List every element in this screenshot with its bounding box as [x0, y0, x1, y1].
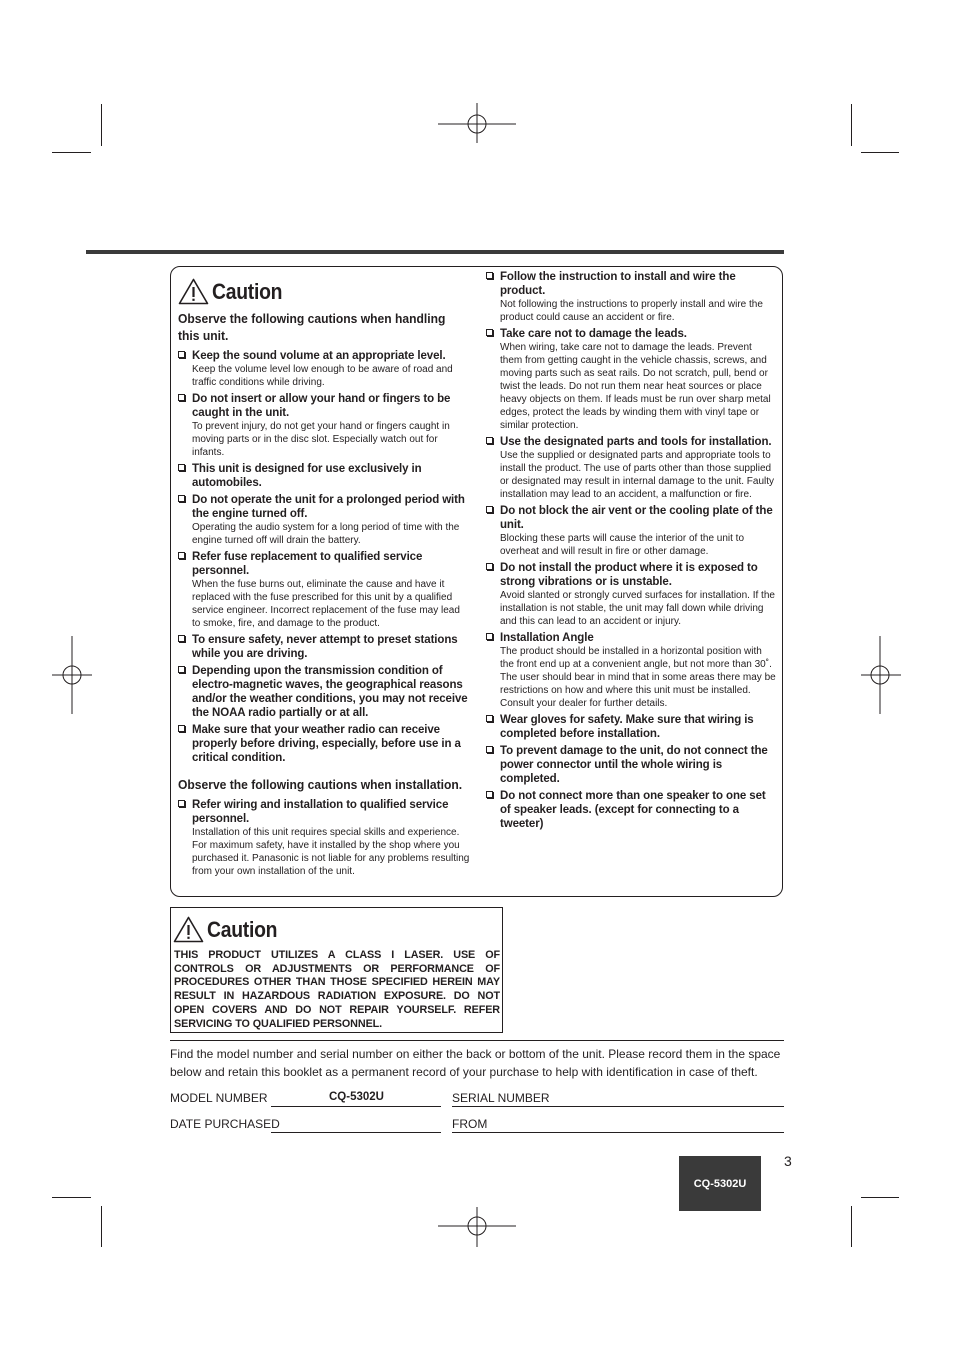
handling-heading: Observe the following cautions when handling this unit. [178, 311, 446, 343]
date-purchased-line [271, 1132, 441, 1133]
caution-item-description: Blocking these parts will cause the interior of the unit to overheat and will result in fire or other damage. [500, 533, 745, 557]
crop-mark [851, 104, 852, 146]
laser-warning-text: THIS PRODUCT UTILIZES A CLASS I LASER. USE OF CONTROLS OR ADJUSTMENTS OR PERFORMANCE OF PROCEDURES OTHER THAN THOSE SPECIFIED HEREIN MAY RESULT IN HAZARDOUS RADIATION EXPOSURE. DO NOT OPEN COVERS AND DO NOT REPAIR YOURSELF. REFER SERVICING TO QUALIFIED PERSONNEL. [174, 949, 500, 1030]
caution-item-heading: Do not block the air vent or the cooling plate of the unit. [500, 505, 773, 531]
laser-caution-box [170, 907, 503, 1033]
checkbox-bullet-icon [178, 495, 185, 502]
caution-item [178, 462, 470, 490]
checkbox-bullet-icon [486, 437, 493, 444]
laser-caution-heading [173, 916, 287, 943]
caution-item [486, 504, 776, 558]
caution-item-heading: To ensure safety, never attempt to preset stations while you are driving. [192, 634, 458, 660]
caution-item [486, 561, 776, 628]
caution-item-heading: Keep the sound volume at an appropriate level. [192, 350, 446, 362]
checkbox-bullet-icon [486, 633, 493, 640]
model-number-label: MODEL NUMBER [170, 1091, 268, 1105]
installation-list [178, 798, 470, 878]
caution-item [486, 631, 776, 710]
caution-item [178, 392, 470, 459]
caution-item-heading: Wear gloves for safety. Make sure that wiring is completed before installation. [500, 714, 754, 740]
model-number-line [271, 1106, 441, 1107]
registration-mark-right [861, 636, 901, 714]
caution-item-heading: Do not insert or allow your hand or fingers to be caught in the unit. [192, 393, 451, 419]
caution-item-heading: Follow the instruction to install and wire the product. [500, 271, 736, 297]
checkbox-bullet-icon [178, 800, 185, 807]
caution-item-heading: Do not operate the unit for a prolonged period with the engine turned off. [192, 494, 465, 520]
checkbox-bullet-icon [486, 329, 493, 336]
checkbox-bullet-icon [178, 394, 185, 401]
caution-item [178, 723, 470, 765]
caution-item-heading: Refer fuse replacement to qualified service personnel. [192, 551, 423, 577]
registration-mark-bottom [438, 1207, 516, 1247]
checkbox-bullet-icon [486, 272, 493, 279]
checkbox-bullet-icon [486, 715, 493, 722]
record-instructions: Find the model number and serial number on either the back or bottom of the unit. Please record them in the space below and retain this booklet as a permanent record of your purchase to help with identification in case of theft. [170, 1047, 781, 1079]
caution-item [178, 633, 470, 661]
checkbox-bullet-icon [486, 506, 493, 513]
model-badge: CQ-5302U [679, 1156, 761, 1211]
crop-mark [861, 1197, 899, 1198]
checkbox-bullet-icon [486, 791, 493, 798]
caution-item-description: Operating the audio system for a long period of time with the engine turned off will drain the battery. [192, 522, 460, 546]
caution-item-heading: Installation Angle [500, 632, 594, 644]
warning-triangle-icon [178, 278, 209, 305]
page-number: 3 [784, 1153, 792, 1169]
laser-caution-title: Caution [207, 916, 278, 942]
caution-item-description: To prevent injury, do not get your hand or fingers caught in moving parts or in the disc slot. Especially watch out for infants. [192, 421, 450, 458]
caution-item-description: Not following the instructions to properly install and wire the product could cause an accident or fire. [500, 299, 763, 323]
date-purchased-label: DATE PURCHASED [170, 1117, 280, 1131]
caution-item-description: Installation of this unit requires special skills and experience. For maximum safety, have it installed by the shop where you purchased it. Panasonic is not liable for any problems resulting from your own installation of the unit. [192, 827, 470, 877]
caution-item-heading: Do not install the product where it is exposed to strong vibrations or is unstable. [500, 562, 758, 588]
caution-title: Caution [212, 278, 283, 304]
caution-item-heading: Refer wiring and installation to qualified service personnel. [192, 799, 449, 825]
handling-list [178, 349, 470, 765]
caution-item [486, 327, 776, 432]
checkbox-bullet-icon [486, 563, 493, 570]
checkbox-bullet-icon [178, 635, 185, 642]
checkbox-bullet-icon [178, 552, 185, 559]
registration-mark-left [52, 636, 92, 714]
caution-item-description: Use the supplied or designated parts and appropriate tools to install the product. The use of parts other than those supplied or designated may result in internal damage to the unit. Faulty installation may lead to an accident, a malfunction or fire. [500, 450, 775, 500]
crop-mark [52, 1197, 91, 1198]
caution-item [178, 664, 470, 720]
caution-item [486, 789, 776, 831]
caution-column-left [178, 278, 470, 881]
serial-number-line [452, 1106, 784, 1107]
checkbox-bullet-icon [178, 725, 185, 732]
checkbox-bullet-icon [178, 464, 185, 471]
crop-mark [101, 1206, 102, 1247]
caution-item-heading: Make sure that your weather radio can receive properly before driving, especially, before use in a critical condition. [192, 724, 461, 764]
caution-item-heading: Use the designated parts and tools for installation. [500, 436, 772, 448]
caution-item-heading: Depending upon the transmission condition of electro-magnetic waves, the geographical reasons and/or the weather conditions, you may not receive the NOAA radio partially or at all. [192, 665, 468, 719]
caution-item [178, 798, 470, 878]
warning-triangle-icon [173, 916, 204, 943]
caution-item-description: The product should be installed in a horizontal position with the front end up at a convenient angle, but not more than 30˚. The user should bear in mind that in some areas there may be restrictions on how and where this unit must be installed. Consult your dealer for further details. [500, 646, 776, 709]
checkbox-bullet-icon [178, 351, 185, 358]
caution-item-heading: Take care not to damage the leads. [500, 328, 687, 340]
caution-item-description: Keep the volume level low enough to be aware of road and traffic conditions while driving. [192, 364, 453, 388]
checkbox-bullet-icon [486, 746, 493, 753]
caution-item [486, 744, 776, 786]
serial-number-label: SERIAL NUMBER [452, 1091, 550, 1105]
caution-heading [178, 278, 470, 305]
caution-item [178, 349, 470, 389]
divider [170, 1040, 784, 1041]
crop-mark [52, 152, 91, 153]
caution-item-description: When the fuse burns out, eliminate the cause and have it replaced with the fuse prescribed for this unit by a qualified service engineer. Incorrect replacement of the fuse may lead to smoke, fire, and damage to the product. [192, 579, 460, 629]
registration-mark-top [438, 103, 516, 143]
caution-column-right [486, 270, 776, 834]
caution-item-heading: To prevent damage to the unit, do not connect the power connector until the whole wiring is completed. [500, 745, 768, 785]
header-rule [86, 250, 784, 254]
caution-item [486, 435, 776, 501]
caution-item-heading: This unit is designed for use exclusively in automobiles. [192, 463, 422, 489]
from-line [452, 1132, 784, 1133]
crop-mark [101, 104, 102, 146]
caution-item [178, 550, 470, 630]
crop-mark [851, 1206, 852, 1247]
caution-item-heading: Do not connect more than one speaker to one set of speaker leads. (except for connecting to a tweeter) [500, 790, 766, 830]
model-number-value: CQ-5302U [329, 1091, 384, 1103]
caution-item [486, 713, 776, 741]
caution-item-description: When wiring, take care not to damage the leads. Prevent them from getting caught in the vehicle chassis, screws, and moving parts such as seat rails. Do not scratch, pull, bend or twist the leads. Do not run them near heat sources or place heavy objects on them. If leads must be run over sharp metal edges, protect the leads by winding them with vinyl tape or similar protection. [500, 342, 771, 431]
crop-mark [861, 152, 899, 153]
caution-item [486, 270, 776, 324]
caution-item-description: Avoid slanted or strongly curved surfaces for installation. If the installation is not stable, the unit may fall down while driving and this can lead to an accident or injury. [500, 590, 775, 627]
installation-list-continued [486, 270, 776, 831]
checkbox-bullet-icon [178, 666, 185, 673]
installation-heading: Observe the following cautions when installation. [178, 777, 463, 792]
from-label: FROM [452, 1117, 488, 1131]
caution-item [178, 493, 470, 547]
